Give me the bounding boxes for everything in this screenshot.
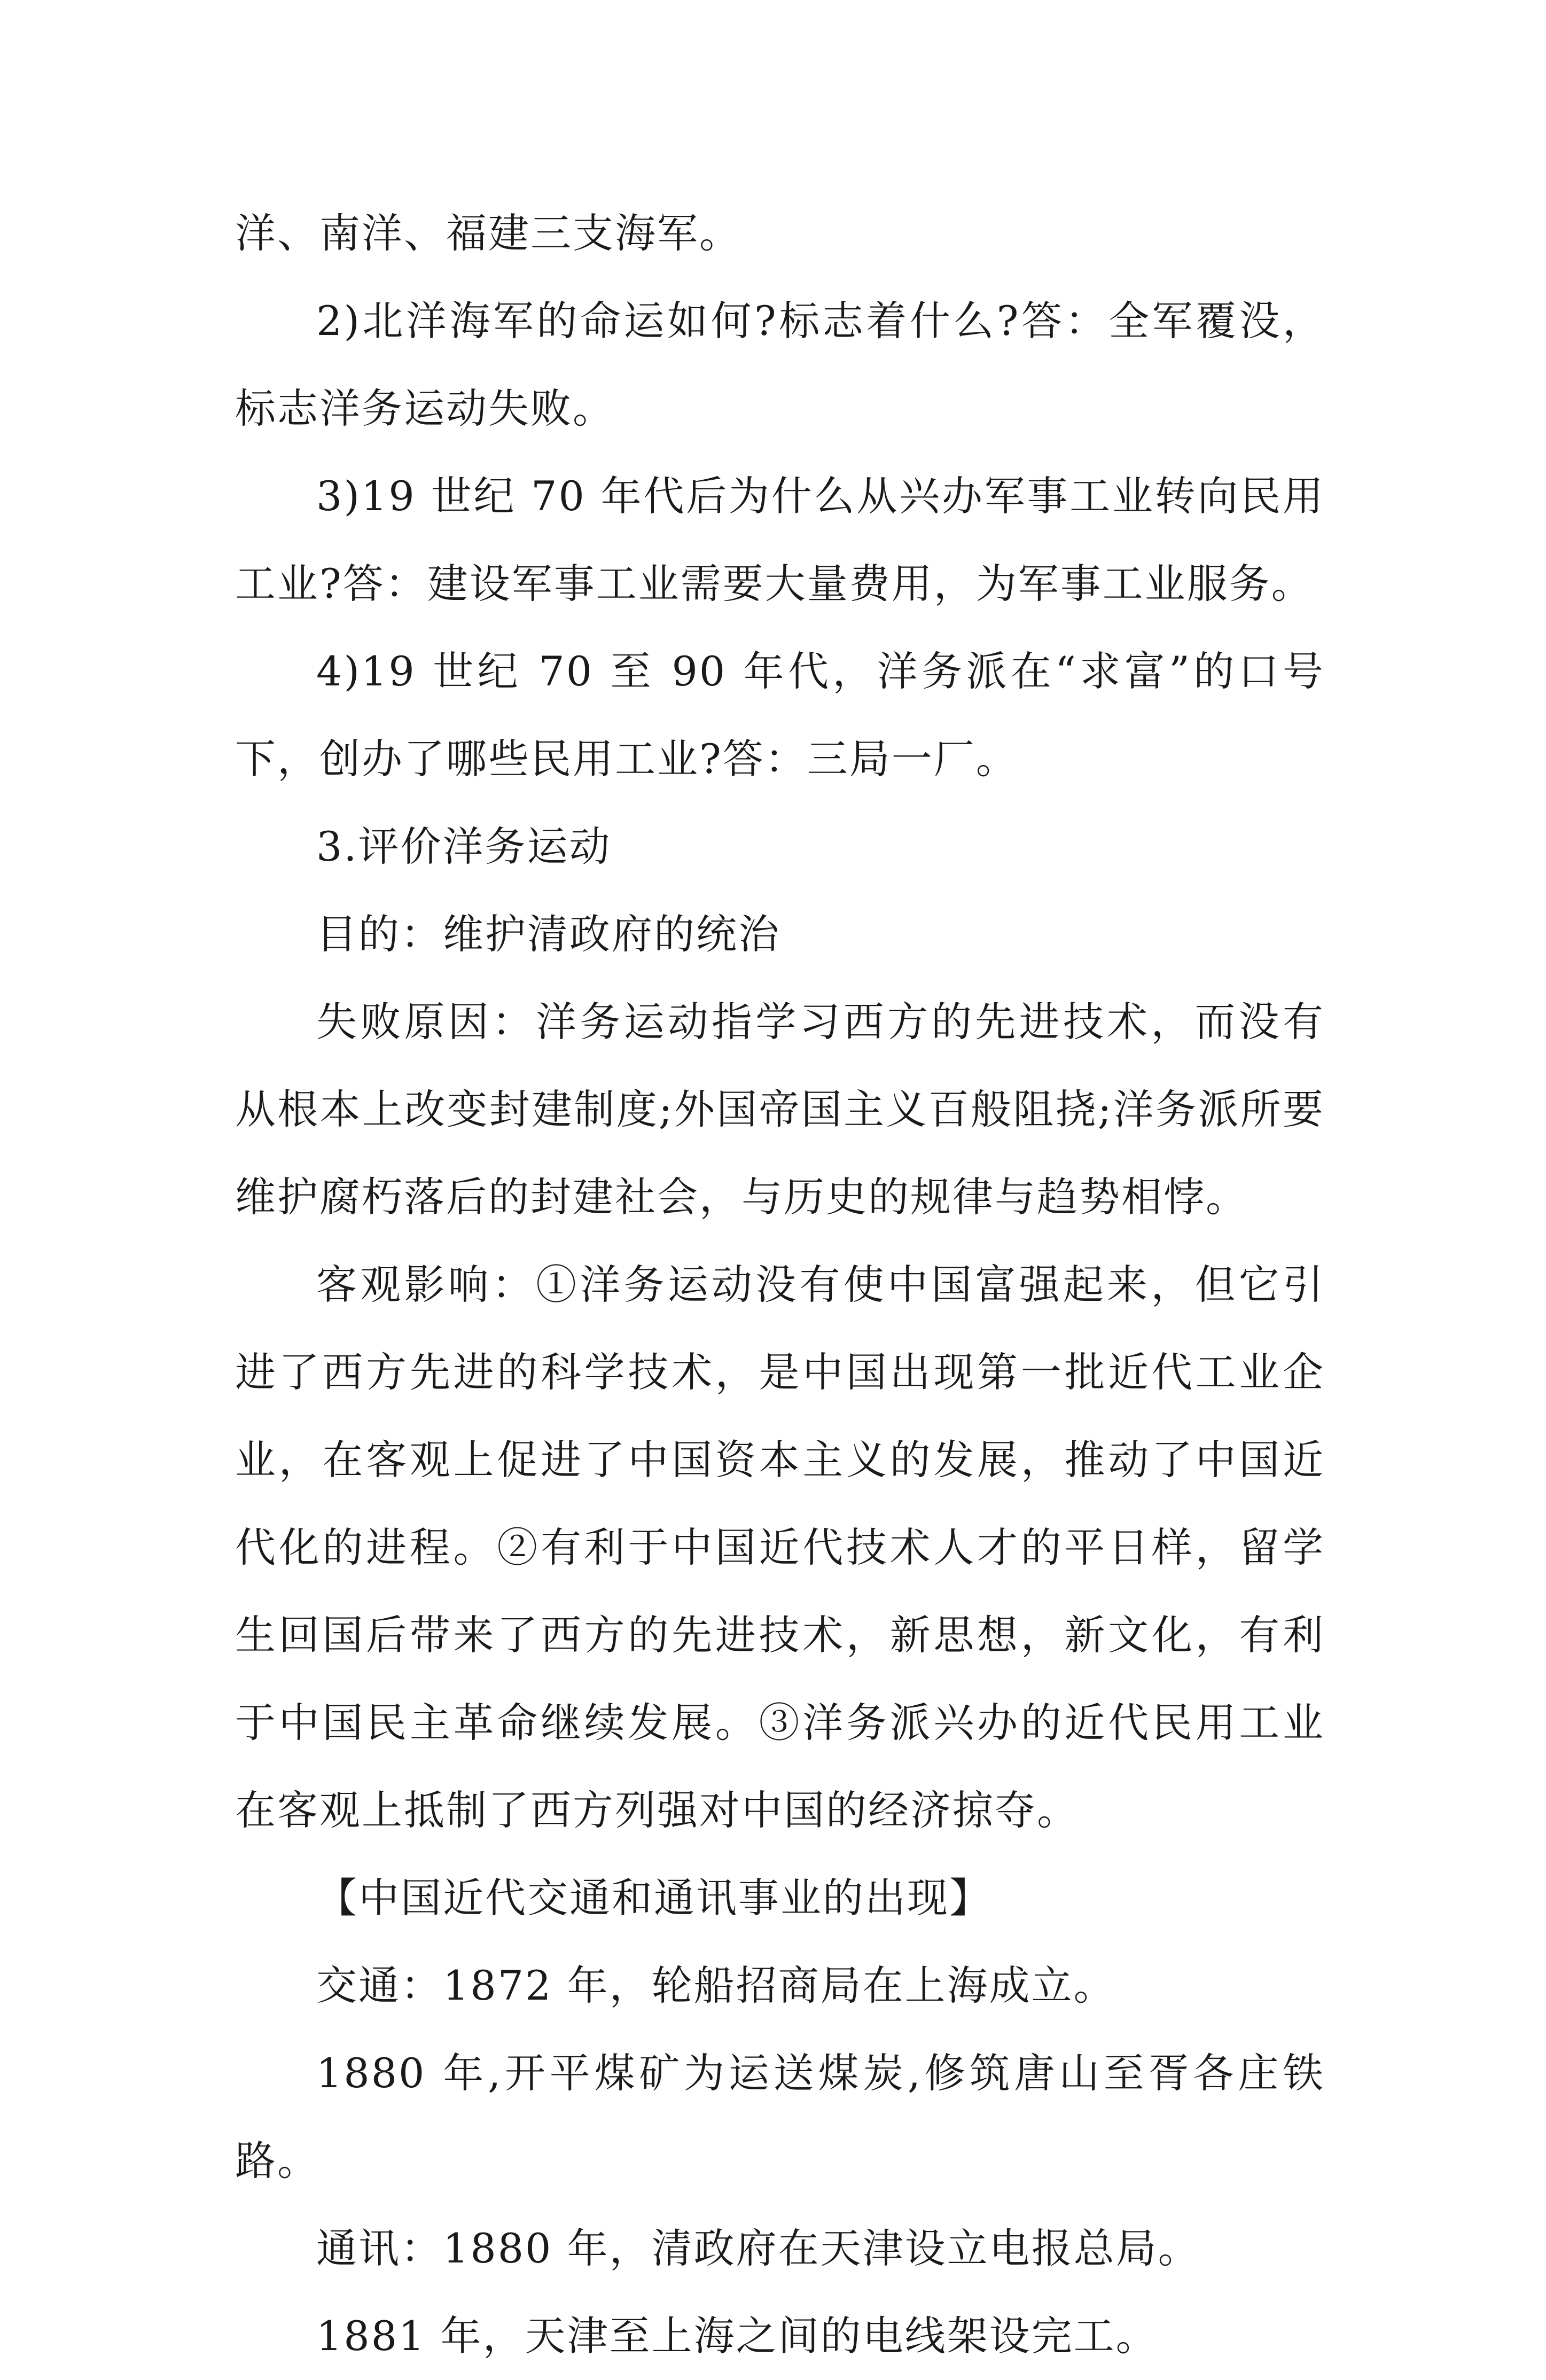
- paragraph-purpose: 目的：维护清政府的统治: [316, 910, 780, 958]
- paragraph-telegraph-1880: 通讯：1880 年，清政府在天津设立电报总局。: [316, 2225, 1200, 2272]
- paragraph-objective-impact: 客观影响：①洋务运动没有使中国富强起来，但它引进了西方先进的科学技术，是中国出现第一批近代工业企业，在客观上促进了中国资本主义的发展，推动了中国近代化的进程。②有利于中国近代技术人才的平日样，留学生回国后带来了西方的先进技术，新思想，新文化，有利于中国民主革命继续发展。③洋务派兴办的近代民用工业在客观上抵制了西方列强对中国的经济掠夺。: [235, 1261, 1325, 1834]
- paragraph-navy-list: 洋、南洋、福建三支海军。: [235, 209, 741, 257]
- section-heading-evaluation: 3.评价洋务运动: [316, 823, 612, 870]
- document-body: [235, 190, 1325, 2380]
- paragraph-failure-reasons: 失败原因：洋务运动指学习西方的先进技术，而没有从根本上改变封建制度;外国帝国主义百般阻挠;洋务派所要维护腐朽落后的封建社会，与历史的规律与趋势相悖。: [235, 998, 1325, 1221]
- paragraph-transport-1872: 交通：1872 年，轮船招商局在上海成立。: [316, 1962, 1116, 2009]
- section-heading-transport: 【中国近代交通和通讯事业的出现】: [316, 1874, 991, 1922]
- paragraph-question-2: 2)北洋海军的命运如何?标志着什么?答：全军覆没，标志洋务运动失败。: [235, 297, 1325, 432]
- paragraph-railway-1880: 1880 年,开平煤矿为运送煤炭,修筑唐山至胥各庄铁路。: [235, 2049, 1325, 2184]
- paragraph-telegraph-1881: 1881 年，天津至上海之间的电线架设完工。: [316, 2312, 1158, 2360]
- paragraph-question-4: 4)19 世纪 70 至 90 年代，洋务派在“求富”的口号下，创办了哪些民用工业?答：三局一厂。: [235, 647, 1325, 783]
- paragraph-question-3: 3)19 世纪 70 年代后为什么从兴办军事工业转向民用工业?答：建设军事工业需要大量费用，为军事工业服务。: [235, 472, 1325, 607]
